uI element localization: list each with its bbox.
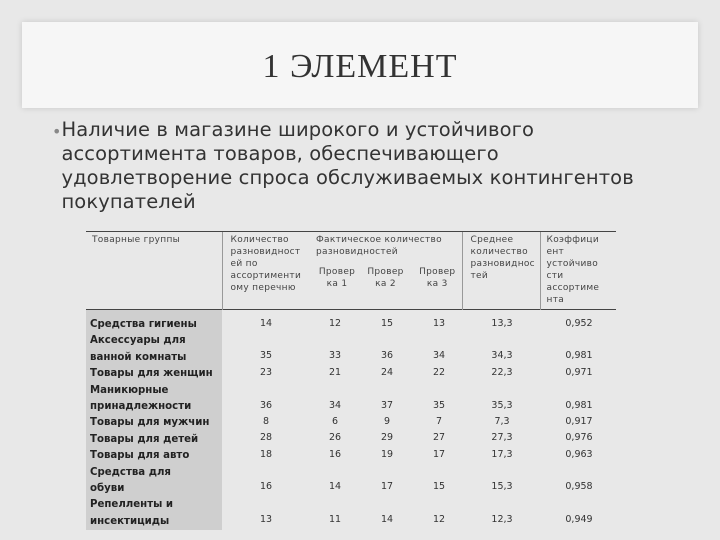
table-cell: 34 [432, 350, 446, 361]
table-cell: 0,958 [565, 481, 593, 492]
table-cell: 26 [328, 432, 342, 443]
group-line: Средства гигиены [90, 319, 197, 330]
bullet-item [52, 118, 652, 214]
header-qty-list: Количество разновидност ей по ассортименти ому перечню [222, 232, 306, 310]
table-cell: 7 [435, 416, 443, 427]
group-line: Средства для [90, 466, 171, 478]
table-cell: 15 [380, 318, 394, 329]
group-line: Товары для женщин [90, 368, 213, 380]
table-cell: 22 [432, 367, 446, 378]
table-cell: 16 [328, 449, 342, 460]
table-cell: 34 [328, 400, 342, 411]
table-cell: 14 [380, 514, 394, 525]
table-cell: 33 [328, 350, 342, 361]
values-grid [222, 310, 616, 530]
table-cell: 24 [380, 367, 394, 378]
table-cell: 11 [328, 514, 342, 525]
title-box [22, 22, 698, 108]
bullet-dot-icon: • [52, 122, 62, 141]
table-cell: 0,952 [565, 318, 593, 329]
table-cell: 34,3 [491, 350, 513, 361]
table-cell: 37 [380, 400, 394, 411]
table-cell: 6 [331, 416, 339, 427]
group-line: Аксессуары для [90, 335, 186, 347]
group-line: Репелленты и [90, 499, 173, 511]
table-body-row [86, 310, 616, 531]
group-line: обуви [90, 483, 125, 495]
table-cell: 15,3 [491, 481, 513, 492]
table-header-row [86, 232, 616, 264]
table-cell: 17,3 [491, 449, 513, 460]
table-cell: 35 [259, 350, 273, 361]
table-cell: 14 [328, 481, 342, 492]
group-line: принадлежности [90, 401, 192, 413]
table-cell: 0,917 [565, 416, 593, 427]
table-cell: 0,976 [565, 432, 593, 443]
table-cell: 36 [380, 350, 394, 361]
slide-title: 1 ЭЛЕМЕНТ [262, 48, 458, 85]
table-cell: 28 [259, 432, 273, 443]
table-cell: 14 [259, 318, 273, 329]
assortment-table [86, 231, 616, 530]
table-cell: 0,963 [565, 449, 593, 460]
table-cell: 13 [259, 514, 273, 525]
table-cell: 36 [259, 400, 273, 411]
table-cell: 8 [262, 416, 270, 427]
table-cell: 35,3 [491, 400, 513, 411]
table-cell: 21 [328, 367, 342, 378]
table-cell: 9 [383, 416, 391, 427]
table-cell: 0,949 [565, 514, 593, 525]
group-line: Товары для авто [90, 450, 190, 462]
values-area [222, 310, 616, 531]
table-cell: 22,3 [491, 367, 513, 378]
group-line: Товары для мужчин [90, 417, 210, 429]
header-actual: Фактическое количество разновидностей [306, 232, 462, 264]
header-check-1: Провер ка 1 [318, 266, 356, 289]
table-cell: 17 [380, 481, 394, 492]
group-line: Товары для детей [90, 433, 199, 445]
header-check-2: Провер ка 2 [367, 266, 404, 289]
table-cell: 27 [432, 432, 446, 443]
group-line: Маникюрные [90, 384, 169, 396]
group-line: ванной комнаты [90, 351, 187, 363]
table-cell: 12,3 [491, 514, 513, 525]
table-cell: 0,981 [565, 400, 593, 411]
bullet-text: Наличие в магазине широкого и устойчивого ассортимента товаров, обеспечивающего удовлетворение спроса обслуживаемых контингентов покупателей [61, 118, 634, 213]
header-coefficient: Коэффици ент устойчиво сти ассортиме нта [540, 232, 616, 310]
table-cell: 13,3 [491, 318, 513, 329]
table-cell: 17 [432, 449, 446, 460]
table-cell: 0,981 [565, 350, 593, 361]
table-cell: 18 [259, 449, 273, 460]
table-cell: 16 [259, 481, 273, 492]
group-line: инсектициды [90, 515, 170, 527]
table-cell: 19 [380, 449, 394, 460]
table-cell: 35 [432, 400, 446, 411]
table-cell: 23 [259, 367, 273, 378]
table-cell: 7,3 [494, 416, 510, 427]
table-cell: 29 [380, 432, 394, 443]
table-cell: 12 [432, 514, 446, 525]
product-groups-cell [86, 310, 222, 531]
table-cell: 12 [328, 318, 342, 329]
table-cell: 0,971 [565, 367, 593, 378]
header-average: Среднее количество разновиднос тей [462, 232, 540, 310]
header-groups: Товарные группы [86, 232, 222, 310]
table-cell: 27,3 [491, 432, 513, 443]
table-cell: 15 [432, 481, 446, 492]
table-cell: 13 [432, 318, 446, 329]
header-check-3: Провер ка 3 [419, 266, 456, 289]
